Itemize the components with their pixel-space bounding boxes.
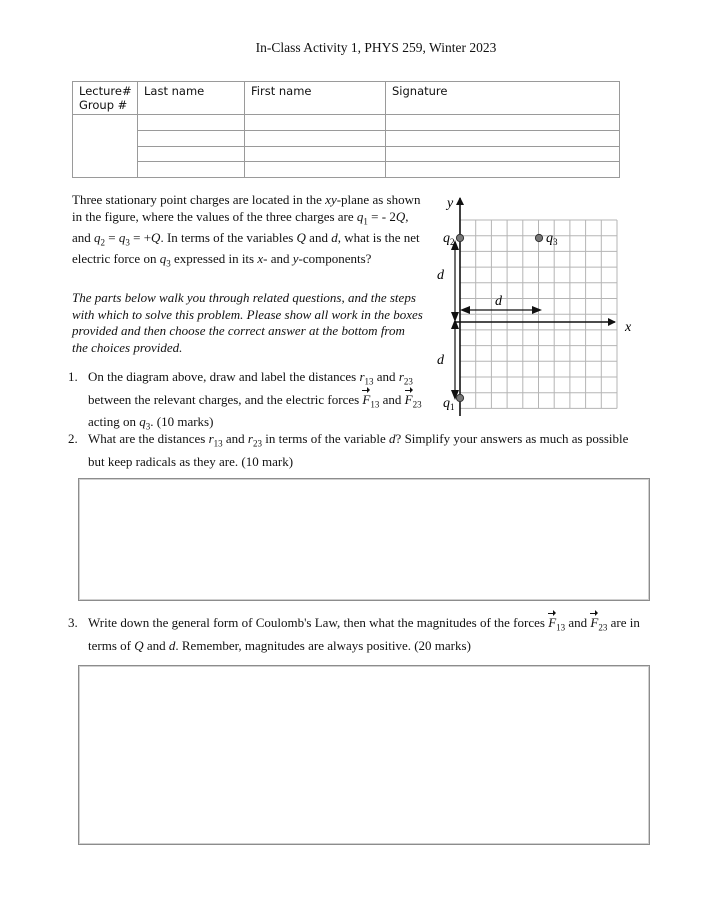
charge-q3 <box>535 234 542 241</box>
answer-box-question-2[interactable] <box>78 478 650 601</box>
last-name-cell[interactable] <box>138 146 245 162</box>
header-lecture-group: Lecture# Group # <box>73 82 138 115</box>
x-axis-label: x <box>625 320 632 335</box>
question-number: 3. <box>68 615 78 630</box>
last-name-cell[interactable] <box>138 115 245 131</box>
header-first-name: First name <box>245 82 386 115</box>
question-1 <box>68 368 430 436</box>
lecture-group-cell[interactable] <box>73 115 138 178</box>
q2-label: $q_2$ <box>443 231 455 247</box>
d-lower-label: d <box>437 353 444 368</box>
table-row <box>73 130 620 146</box>
first-name-cell[interactable] <box>245 130 386 146</box>
problem-statement: Three stationary point charges are located in the xy-plane as shown in the figure, where the values of the three charges are $q_1$ = - 2Q, and $q_2 = q_3 = +Q$. In terms of the variables Q and d, what is the net electric force on $q_3$ expressed in its x- and y-components? <box>72 192 421 269</box>
first-name-cell[interactable] <box>245 162 386 178</box>
d-lower-arrowhead-top <box>451 319 459 329</box>
q1-label: $q_1$ <box>443 396 455 412</box>
table-header-row <box>73 82 620 115</box>
charge-q1 <box>456 394 463 401</box>
group-table <box>72 81 620 178</box>
header-last-name: Last name <box>138 82 245 115</box>
question-2 <box>68 430 648 470</box>
page-title: In-Class Activity 1, PHYS 259, Winter 2023 <box>255 40 497 55</box>
last-name-cell[interactable] <box>138 162 245 178</box>
grid <box>460 220 617 408</box>
question-number: 2. <box>68 431 78 446</box>
d-horizontal-label: d <box>495 294 502 309</box>
header-signature: Signature <box>386 82 620 115</box>
table-row <box>73 146 620 162</box>
first-name-cell[interactable] <box>245 146 386 162</box>
first-name-cell[interactable] <box>245 115 386 131</box>
question-text: What are the distances $r_{13}$ and $r_{23}$ in terms of the variable d? Simplify your answers as much as possible but keep radicals as they are. (10 mark) <box>88 431 629 469</box>
charge-q2 <box>456 234 463 241</box>
question-text: Write down the general form of Coulomb's Law, then what the magnitudes of the forces $F_{13}$ and $F_{23}$ are in terms of Q and d. Remember, magnitudes are always positive. (20 marks) <box>88 615 640 653</box>
question-3 <box>68 614 648 654</box>
table-row <box>73 115 620 131</box>
question-number: 1. <box>68 369 78 384</box>
answer-box-question-3[interactable] <box>78 665 650 845</box>
signature-cell[interactable] <box>386 146 620 162</box>
q3-label: $q_3$ <box>546 231 558 247</box>
table-row <box>73 162 620 178</box>
d-horizontal-arrowhead-right <box>532 306 542 314</box>
question-text: On the diagram above, draw and label the distances $r_{13}$ and $r_{23}$ between the relevant charges, and the electric forces $F_{13}$ and $F_{23}$ acting on $q_3$. (10 marks) <box>88 369 422 432</box>
signature-cell[interactable] <box>386 115 620 131</box>
signature-cell[interactable] <box>386 162 620 178</box>
last-name-cell[interactable] <box>138 130 245 146</box>
charge-diagram <box>433 192 643 418</box>
instructions-text: The parts below walk you through related questions, and the steps with which to solve this problem. Please show all work in the boxes provided and then choose the correct answer at the bottom from the choices provided. <box>72 290 423 355</box>
d-horizontal-arrowhead-left <box>460 306 470 314</box>
signature-cell[interactable] <box>386 130 620 146</box>
d-upper-label: d <box>437 268 444 283</box>
y-axis-label: y <box>447 196 454 211</box>
